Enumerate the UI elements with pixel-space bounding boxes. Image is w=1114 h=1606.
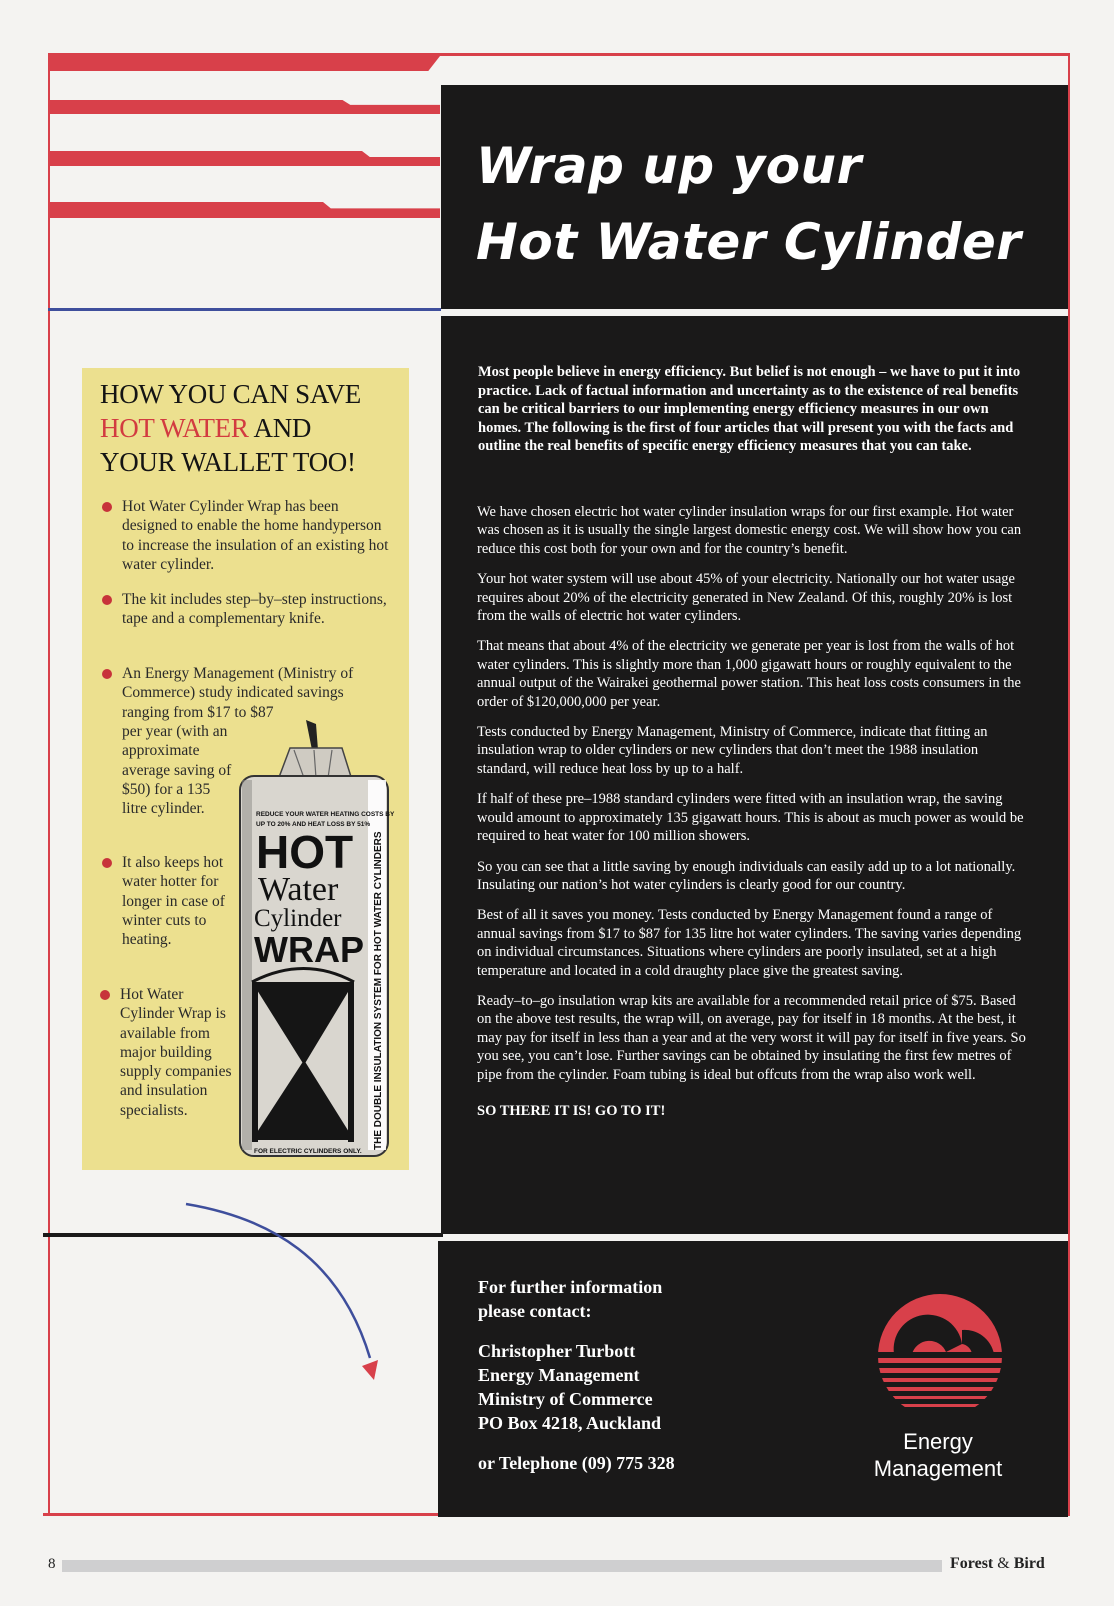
blue-divider — [48, 308, 441, 311]
package-bottom-text: FOR ELECTRIC CYLINDERS ONLY. — [254, 1148, 362, 1155]
sidebar-bullet — [122, 853, 230, 949]
decorative-stripe — [50, 56, 440, 71]
publication-name-part: Forest — [950, 1555, 994, 1572]
contact-heading — [478, 1275, 838, 1323]
frame-top-line — [48, 53, 1070, 56]
title-line-1: Wrap up your — [476, 137, 862, 195]
package-tagline-1: REDUCE YOUR WATER HEATING COSTS BY — [256, 811, 395, 818]
logo-wordmark — [858, 1428, 1018, 1482]
title-line-2: Hot Water Cylinder — [476, 213, 1022, 271]
arrow-icon — [180, 1198, 400, 1383]
sidebar-bullet-continued — [122, 722, 234, 818]
bullet-dot — [102, 669, 112, 679]
package-tagline-2: UP TO 20% AND HEAT LOSS BY 51% — [256, 821, 371, 828]
contact-block — [478, 1275, 838, 1491]
paragraph: That means that about 4% of the electricity we generate per year is lost from the walls of hot water cylinders. This is slightly more than 1,000 gigawatt hours or roughly equivalent to the annual output of the Wairakei geothermal power station. This heat loss costs consumers in the order of $120,000,000 per year. — [477, 638, 1021, 710]
bullet-text: It also keeps hot water hotter for longer in case of winter cuts to heating. — [122, 854, 225, 949]
bullet-text: Hot Water Cylinder Wrap has been designed to enable the home handyperson to increase the insulation of an existing hot water cylinder. — [122, 498, 389, 573]
contact-phone: or Telephone (09) 775 328 — [478, 1453, 675, 1473]
sidebar-title-highlight: HOT WATER — [100, 413, 249, 443]
sidebar-title-rest: AND — [248, 413, 312, 443]
page-title — [476, 128, 1056, 280]
bullet-dot — [102, 502, 112, 512]
product-package-image — [234, 720, 396, 1162]
contact-heading-line: please contact: — [478, 1301, 592, 1321]
paragraph: Tests conducted by Energy Management, Ministry of Commerce, indicate that fitting an insulation wrap to older cylinders or new cylinders that don’t meet the 1988 insulation standard, will reduce heat loss by up to a half. — [477, 724, 988, 777]
call-to-action: SO THERE IT IS! GO TO IT! — [477, 1102, 666, 1119]
sidebar-title-line: YOUR WALLET TOO! — [100, 447, 356, 477]
contact-heading-line: For further information — [478, 1277, 663, 1297]
paragraph: So you can see that a little saving by enough individuals can easily add up to a lot nationally. Insulating our nation’s hot water cylinders is clearly good for our country. — [477, 858, 1016, 893]
paragraph: Your hot water system will use about 45% of your electricity. Nationally our hot water usage requires about 20% of the electricity generated in New Zealand. Of this, roughly 20% is lost from the walls of electric hot water cylinders. — [477, 571, 1015, 625]
frame-left-line — [48, 53, 50, 1515]
decorative-stripe — [50, 100, 440, 114]
publication-name-amp: & — [997, 1555, 1010, 1572]
contact-name: Christopher Turbott — [478, 1341, 636, 1361]
bullet-text: per year (with an approximate average saving of $50) for a 135 litre cylinder. — [122, 723, 232, 818]
package-side-text: THE DOUBLE INSULATION SYSTEM FOR HOT WATER CYLINDERS — [373, 831, 384, 1150]
bullet-dot — [102, 595, 112, 605]
bullet-text: An Energy Management (Ministry of Commerce) study indicated savings ranging from $17 to $87 — [122, 665, 354, 721]
bullet-dot — [102, 858, 112, 868]
frame-right-line — [1068, 53, 1070, 1515]
paragraph: If half of these pre–1988 standard cylinders were fitted with an insulation wrap, the saving would amount to approximately 135 gigawatt hours. This is about as much power as would be required to heat water for 100 million showers. — [477, 791, 1024, 845]
energy-management-logo-icon — [876, 1292, 1004, 1420]
bullet-text: Hot Water Cylinder Wrap is available from major building supply companies and insulation specialists. — [120, 986, 232, 1119]
article-body — [477, 503, 1030, 1132]
publication-name — [950, 1555, 1045, 1573]
sidebar-title — [100, 377, 400, 479]
contact-postal: PO Box 4218, Auckland — [478, 1413, 662, 1433]
package-word-cylinder: Cylinder — [254, 905, 342, 932]
sidebar-bullet — [122, 590, 400, 629]
package-word-wrap: WRAP — [254, 929, 364, 970]
sidebar-bullet — [122, 664, 386, 722]
footer-bar — [62, 1560, 942, 1572]
package-word-water: Water — [258, 871, 339, 908]
sidebar-bullet — [122, 497, 392, 574]
paragraph: Ready–to–go insulation wrap kits are available for a recommended retail price of $75. Based on the above test results, the wrap will, on average, pay for itself in 18 months. At the best, it may pay for itself in less than a year and at the very worst it will pay for itself in five years. So you see, you can’t lose. Further savings can be obtained by insulating the first few metres of pipe from the cylinder. Foam tubing is ideal but offcuts from the wrap also work well. — [477, 992, 1026, 1083]
publication-name-part: Bird — [1013, 1555, 1045, 1572]
intro-paragraph: Most people believe in energy efficiency. But belief is not enough – we have to put it into practice. Lack of factual information and uncertainty as to the existence of real benefits can be critical barriers to our implementing energy efficiency measures in our own homes. The following is the first of four articles that will present you with the facts and outline the real benefits of specific energy efficiency measures that you can take. — [478, 364, 1021, 455]
sidebar-bullet — [120, 985, 232, 1120]
contact-address — [478, 1339, 838, 1435]
paragraph: Best of all it saves you money. Tests conducted by Energy Management found a range of annual savings from $17 to $87 for 135 litre hot water cylinders. The saving varies depending on individual circumstances. Situations where cylinders are poorly insulated, set at a high temperature and located in a cold draughty place give the greatest saving. — [477, 907, 1022, 979]
logo-line: Management — [873, 1456, 1003, 1481]
bullet-text: The kit includes step–by–step instructions, tape and a complementary knife. — [122, 591, 387, 628]
contact-org: Energy Management — [478, 1365, 640, 1385]
contact-org: Ministry of Commerce — [478, 1389, 653, 1409]
bullet-dot — [100, 990, 110, 1000]
decorative-stripe — [50, 151, 440, 166]
paragraph: We have chosen electric hot water cylinder insulation wraps for our first example. Hot water was chosen as it is usually the single largest domestic energy cost. We will show how you can reduce this cost both for your own and for the country’s benefit. — [477, 504, 1022, 557]
decorative-stripe — [50, 202, 440, 218]
logo-line: Energy — [903, 1429, 973, 1454]
sidebar-title-line: HOW YOU CAN SAVE — [100, 379, 361, 409]
package-word-hot: HOT — [256, 826, 354, 878]
page-number: 8 — [48, 1556, 56, 1572]
sidebar-title-line — [100, 411, 400, 445]
